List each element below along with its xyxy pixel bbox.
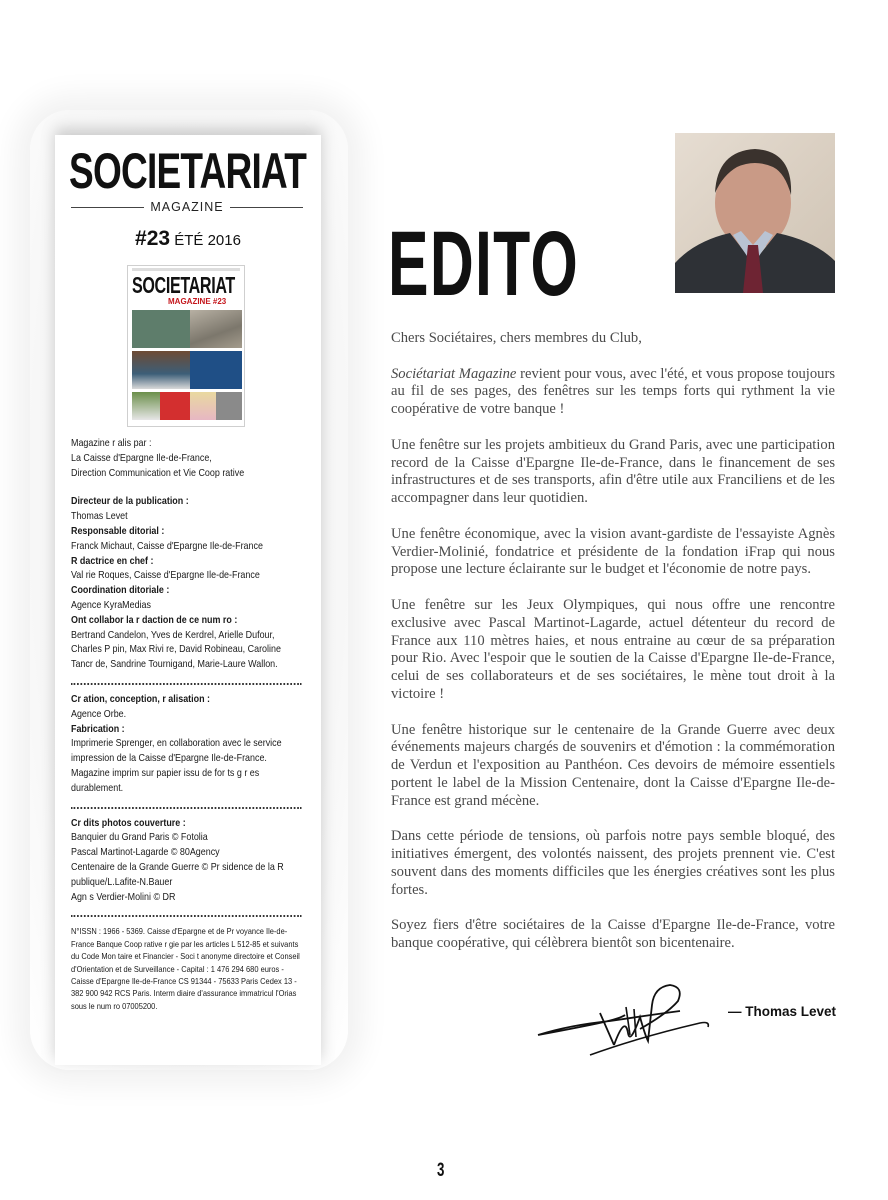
greeting: Chers Sociétaires, chers membres du Club, (391, 330, 642, 346)
page-number: 3 (437, 1160, 445, 1181)
credit-value: Bertrand Candelon, Yves de Kerdrel, Arielle Dufour, Charles P pin, Max Rivi re, David Robineau, Caroline Tancr de, Sandrine Tournigand, Marie-Laure Wallon. (71, 629, 281, 671)
page-title: EDITO (388, 213, 580, 315)
photo-credit: Banquier du Grand Paris © Fotolia (71, 832, 208, 844)
issue-number: #23 (135, 227, 171, 250)
cover-block-green (132, 310, 190, 348)
dotted-divider (71, 799, 301, 809)
credit-value: Imprimerie Sprenger, en collaboration avec le service impression de la Caisse d'Epargne Ile-de-France. Magazine imprim sur papier issu de for ts g r es durablement. (71, 738, 282, 794)
photo-credit: Centenaire de la Grande Guerre © Pr sidence de la R publique/L.Lafite-N.Bauer (71, 861, 284, 888)
cover-subtitle: MAGAZINE #23 (168, 297, 227, 306)
dotted-divider (71, 907, 301, 917)
cover-title: SOCIETARIAT (132, 272, 235, 298)
editorial-paragraph: Dans cette période de tensions, où parfois notre pays semble bloqué, des initiatives émergent, des volontés naissent, des projets prennent vie. C'est souvent dans des moments difficiles que les énergies créatives sont les plus fortes. (391, 828, 835, 898)
cover-header-band (132, 268, 240, 271)
credit-value: Agence KyraMedias (71, 599, 151, 611)
credit-value: Val rie Roques, Caisse d'Epargne Ile-de-France (71, 570, 260, 582)
issue-line (55, 227, 321, 251)
masthead-panel (55, 135, 321, 1065)
issue-season: ÉTÉ 2016 (174, 232, 241, 249)
credit-label: Coordination ditoriale : (71, 585, 170, 597)
handwritten-signature (530, 975, 720, 1060)
credit-value: Thomas Levet (71, 511, 128, 523)
divider (230, 207, 303, 208)
editorial-paragraph: Une fenêtre sur les projets ambitieux du Grand Paris, avec une participation record de la Caisse d'Epargne Ile-de-France, dans le financement de ses infrastructures et de ses transports, afin d'être utile aux Franciliens et de les accompagner dans leur quotidien. (391, 436, 835, 507)
realised-by-label: Magazine r alis par : (71, 438, 152, 449)
magazine-name: Sociétariat Magazine (391, 365, 517, 382)
cover-thumbnail (127, 265, 245, 427)
portrait-illustration (675, 133, 835, 293)
dotted-divider (71, 675, 301, 685)
author-portrait (675, 133, 835, 293)
credit-label: Fabrication : (71, 723, 125, 735)
cover-block-photo (132, 351, 190, 389)
credit-label: Directeur de la publication : (71, 496, 189, 508)
editorial-paragraph: Une fenêtre sur les Jeux Olympiques, qui nous offre une rencontre exclusive avec Pascal Martinot-Lagarde, actuel détenteur du record de France aux 110 mètres haies, et nous entraine au cœur de sa préparation pour Rio. Avec l'espoir que le soutien de la Caisse d'Epargne Ile-de-France, celui de ses collaborateurs et de ses sociétaires, le mène tout droit à la victoire ! (391, 596, 835, 702)
credit-label: R dactrice en chef : (71, 555, 154, 567)
masthead-subtitle: MAGAZINE (150, 200, 224, 214)
cover-block-gray (216, 392, 242, 420)
realised-by-line: Direction Communication et Vie Coop rative (71, 467, 245, 479)
intro-text: revient pour vous, avec l'été, et vous propose toujours au fil de ses pages, des fenêtres sur les temps forts qui rythment la vie coopérative de votre banque ! (391, 365, 835, 418)
cover-block-field (132, 392, 160, 420)
editorial-paragraph: Soyez fiers d'être sociétaires de la Caisse d'Epargne Ile-de-France, votre banque coopérative, qui célèbrera bientôt son bicentenaire. (391, 917, 835, 952)
credit-label: Ont collabor la r daction de ce num ro : (71, 614, 238, 626)
masthead-subtitle-row (71, 199, 303, 215)
credit-value: Agence Orbe. (71, 708, 127, 720)
editorial-paragraph: Une fenêtre économique, avec la vision avant-gardiste de l'essayiste Agnès Verdier-Molinié, fondatrice et présidente de la fondation iFrap qui nous propose une lecture éclairante sur le budget et l'économie de notre pays. (391, 525, 835, 578)
signature-name: — Thomas Levet (728, 1004, 837, 1019)
editorial-paragraph: Une fenêtre historique sur le centenaire de la Grande Guerre avec deux événements majeurs chargés de souvenirs et d'émotion : la commémoration de Verdun et l'exposition au Panthéon. Ces devoirs de mémoire essentiels portent le label de la Mission Centenaire, dont la Caisse d'Epargne Ile-de-France est grand mécène. (391, 721, 835, 809)
photo-credit: Agn s Verdier-Molini © DR (71, 891, 176, 903)
divider (71, 207, 144, 208)
realised-by-line: La Caisse d'Epargne Ile-de-France, (71, 452, 212, 464)
cover-block-flowers (190, 392, 216, 420)
cover-block-red (160, 392, 190, 420)
credits-block (71, 437, 312, 1012)
photo-credit: Pascal Martinot-Lagarde © 80Agency (71, 847, 220, 859)
credit-label: Responsable ditorial : (71, 525, 165, 537)
legal-notice: N°ISSN : 1966 - 5369. Caisse d'Epargne et de Pr voyance Ile-de-France Banque Coop rative r gie par les articles L 512-85 et suivants du Code Mon taire et Financier - Soci t anonyme directoire et Conseil d'Orientation et de Surveillance - Capital : 1 476 294 680 euros - Caisse d'Epargne Ile-de-France CS 91344 - 75633 Paris Cedex 13 - 382 900 942 RCS Paris. Interm diaire d'assurance immatricul l'Orias sous le num ro 07005200. (71, 926, 300, 1011)
credit-value: Franck Michaut, Caisse d'Epargne Ile-de-France (71, 540, 263, 552)
cover-block-aerial (190, 310, 242, 348)
credit-label: Cr ation, conception, r alisation : (71, 693, 211, 705)
masthead-title: SOCIETARIAT (69, 143, 307, 199)
cover-block-blue (190, 351, 242, 389)
editorial-paragraph (391, 366, 835, 419)
editorial-body (391, 330, 835, 971)
photo-credits-label: Cr dits photos couverture : (71, 817, 186, 829)
